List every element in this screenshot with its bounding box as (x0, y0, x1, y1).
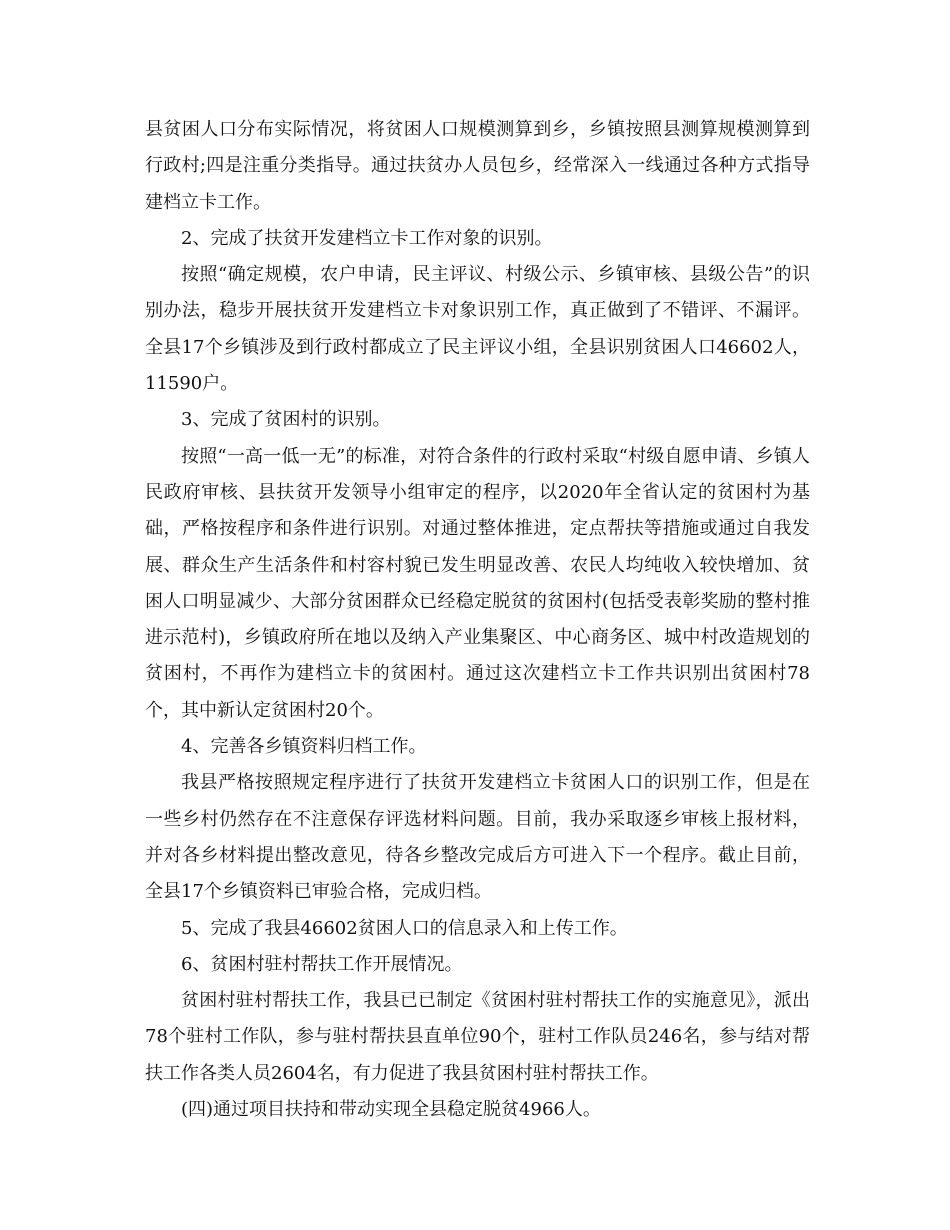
section-heading-5: 5、完成了我县46602贫困人口的信息录入和上传工作。 (181, 917, 628, 939)
section-heading-2: 2、完成了扶贫开发建档立卡工作对象的识别。 (181, 227, 553, 249)
paragraph-village-identification: 按照“一高一低一无”的标准，对符合条件的行政村采取“村级自愿申请、乡镇人民政府审核、县扶贫开发领导小组审定的程序，以2020年全省认定的贫困村为基础，严格按程序和条件进行识别。对通过整体推进，定点帮扶等措施或通过自我发展、群众生产生活条件和村容村貌已发生明显改善、农民人均纯收入较快增加、贫困人口明显减少、大部分贫困群众已经稳定脱贫的贫困村(包括受表彰奖励的整村推进示范村)，乡镇政府所在地以及纳入产业集聚区、中心商务区、城中村改造规划的贫困村，不再作为建档立卡的贫困村。通过这次建档立卡工作共识别出贫困村78个，其中新认定贫困村20个。 (145, 445, 810, 721)
paragraph-village-assistance: 贫困村驻村帮扶工作，我县已已制定《贫困村驻村帮扶工作的实施意见》，派出78个驻村工作队，参与驻村帮扶县直单位90个，驻村工作队员246名，参与结对帮扶工作各类人员2604名，有力促进了我县贫困村驻村帮扶工作。 (145, 990, 810, 1084)
document-body (145, 112, 810, 1128)
paragraph-continuation: 县贫困人口分布实际情况，将贫困人口规模测算到乡，乡镇按照县测算规模测算到行政村;四是注重分类指导。通过扶贫办人员包乡，经常深入一线通过各种方式指导建档立卡工作。 (145, 119, 810, 213)
paragraph-identification-method: 按照“确定规模，农户申请，民主评议、村级公示、乡镇审核、县级公告”的识别办法，稳步开展扶贫开发建档立卡对象识别工作，真正做到了不错评、不漏评。全县17个乡镇涉及到行政村都成立了民主评议小组，全县识别贫困人口46602人，11590户。 (145, 264, 810, 395)
section-heading-4: 4、完善各乡镇资料归档工作。 (181, 736, 427, 758)
paragraph-archiving: 我县严格按照规定程序进行了扶贫开发建档立卡贫困人口的识别工作，但是在一些乡村仍然存在不注意保存评选材料问题。目前，我办采取逐乡审核上报材料，并对各乡材料提出整改意见，待各乡整改完成后方可进入下一个程序。截止目前，全县17个乡镇资料已审验合格，完成归档。 (145, 772, 810, 903)
section-heading-6: 6、贫困村驻村帮扶工作开展情况。 (181, 953, 463, 975)
section-heading-four: (四)通过项目扶持和带动实现全县稳定脱贫4966人。 (181, 1099, 601, 1121)
section-heading-3: 3、完成了贫困村的识别。 (181, 409, 391, 431)
